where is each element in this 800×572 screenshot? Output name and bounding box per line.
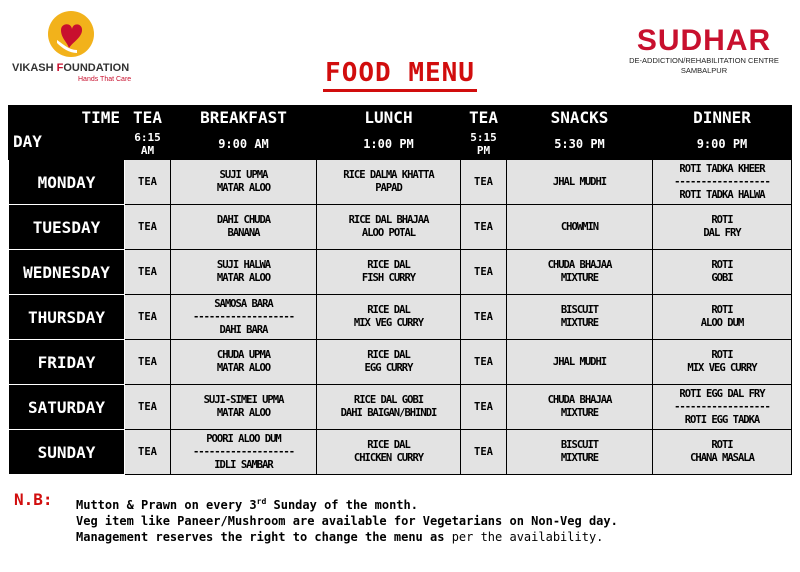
cell-tea-evening: TEA — [461, 205, 507, 250]
sudhar-name: SUDHAR — [636, 24, 772, 57]
cell-line: DAHI BAIGAN/BHINDI — [340, 407, 437, 419]
cell-line: ALOO DUM — [700, 317, 744, 329]
cell-line: ROTI TADKA KHEER — [679, 162, 765, 175]
cell-line: CHOWMIN — [560, 220, 599, 233]
cell-lunch — [317, 295, 461, 340]
col-time-breakfast: 9:00 AM — [171, 129, 317, 160]
cell-dinner — [653, 295, 792, 340]
cell-line: BISCUIT — [560, 439, 599, 451]
col-time-dinner: 9:00 PM — [653, 129, 792, 160]
day-label: SUNDAY — [9, 430, 125, 475]
cell-breakfast — [171, 160, 317, 205]
cell-tea-evening: TEA — [461, 385, 507, 430]
cell-line: ALOO POTAL — [361, 227, 416, 239]
page-title: FOOD MENU — [323, 58, 477, 92]
cell-tea-morning: TEA — [125, 295, 171, 340]
cell-line: MIXTURE — [560, 407, 599, 419]
cell-dinner — [653, 250, 792, 295]
cell-line: MIX VEG CURRY — [353, 317, 424, 329]
cell-line: ROTI EGG DAL FRY — [679, 387, 765, 400]
cell-line: BANANA — [227, 227, 260, 239]
cell-line: SUJI UPMA — [219, 169, 268, 181]
cell-line: ROTI — [711, 259, 733, 271]
page-title-wrap — [0, 58, 800, 88]
col-time-tea-morning: 6:15 AM — [125, 129, 171, 160]
cell-line: MIXTURE — [560, 272, 599, 284]
cell-line: JHAL MUDHI — [552, 175, 607, 188]
cell-line: IDLI SAMBAR — [214, 458, 273, 471]
col-time-snacks: 5:30 PM — [507, 129, 653, 160]
cell-lunch — [317, 205, 461, 250]
cell-line: RICE DALMA KHATTA — [343, 169, 434, 181]
col-header-tea-evening: TEA — [461, 106, 507, 129]
table-row — [9, 295, 792, 340]
vikash-foundation-name: VIKASH FOUNDATION — [12, 62, 130, 74]
cell-tea-morning: TEA — [125, 340, 171, 385]
cell-line: DAL FRY — [703, 227, 741, 239]
cell-line: EGG CURRY — [364, 362, 413, 374]
corner-time-label: TIME — [81, 108, 120, 127]
cell-line: MATAR ALOO — [216, 272, 271, 284]
table-row — [9, 205, 792, 250]
vikash-foundation-tagline: Hands That Care — [78, 76, 132, 83]
day-label: FRIDAY — [9, 340, 125, 385]
day-label: WEDNESDAY — [9, 250, 125, 295]
cell-snacks — [507, 160, 653, 205]
cell-tea-morning: TEA — [125, 205, 171, 250]
cell-tea-evening: TEA — [461, 340, 507, 385]
cell-line: MATAR ALOO — [216, 362, 271, 374]
cell-line: MATAR ALOO — [216, 182, 271, 194]
cell-line: RICE DAL — [367, 259, 410, 271]
cell-tea-morning: TEA — [125, 430, 171, 475]
cell-breakfast — [171, 340, 317, 385]
cell-breakfast — [171, 250, 317, 295]
cell-line: RICE DAL — [367, 349, 410, 361]
cell-line: RICE DAL BHAJAA — [348, 214, 429, 226]
table-row — [9, 250, 792, 295]
notes-label: N.B: — [14, 490, 53, 509]
cell-line: RICE DAL — [367, 304, 410, 316]
cell-lunch — [317, 385, 461, 430]
cell-line: MIX VEG CURRY — [687, 362, 757, 374]
day-label: SATURDAY — [9, 385, 125, 430]
cell-line: ROTI — [711, 439, 733, 451]
day-label: THURSDAY — [9, 295, 125, 340]
cell-tea-evening: TEA — [461, 160, 507, 205]
col-header-snacks: SNACKS — [507, 106, 653, 129]
cell-lunch — [317, 250, 461, 295]
cell-tea-morning: TEA — [125, 250, 171, 295]
table-row — [9, 340, 792, 385]
cell-tea-morning: TEA — [125, 385, 171, 430]
cell-line: CHUDA UPMA — [216, 349, 271, 361]
cell-line: ROTI — [711, 214, 733, 226]
header-row-labels — [9, 106, 792, 129]
cell-line: GOBI — [711, 272, 733, 284]
cell-breakfast — [171, 385, 317, 430]
day-label: MONDAY — [9, 160, 125, 205]
table-row — [9, 385, 792, 430]
cell-line: DAHI BARA — [219, 323, 268, 336]
cell-line: ------------------- — [192, 445, 295, 458]
col-header-lunch: LUNCH — [317, 106, 461, 129]
cell-line: DAHI CHUDA — [216, 214, 271, 226]
cell-lunch — [317, 160, 461, 205]
cell-snacks — [507, 250, 653, 295]
cell-line: PAPAD — [375, 182, 402, 194]
cell-snacks — [507, 385, 653, 430]
note-line-1: Mutton & Prawn on every 3rd Sunday of the month. — [76, 497, 418, 512]
cell-line: SAMOSA BARA — [214, 297, 273, 310]
cell-breakfast — [171, 205, 317, 250]
cell-line: CHANA MASALA — [690, 452, 754, 464]
cell-line: FISH CURRY — [361, 272, 416, 284]
col-header-dinner: DINNER — [653, 106, 792, 129]
menu-body — [9, 160, 792, 475]
cell-dinner — [653, 430, 792, 475]
note-line-2: Veg item like Paneer/Mushroom are available for Vegetarians on Non-Veg day. — [76, 514, 618, 528]
cell-snacks — [507, 430, 653, 475]
cell-breakfast — [171, 430, 317, 475]
cell-line: CHICKEN CURRY — [353, 452, 424, 464]
cell-line: SUJI HALWA — [216, 259, 271, 271]
cell-line: ------------------ — [674, 400, 770, 413]
cell-line: ROTI — [711, 349, 733, 361]
time-day-corner — [9, 106, 125, 160]
corner-day-label: DAY — [13, 132, 42, 151]
header-row-times — [9, 129, 792, 160]
table-row — [9, 430, 792, 475]
day-label: TUESDAY — [9, 205, 125, 250]
cell-lunch — [317, 340, 461, 385]
cell-line: ------------------ — [674, 175, 770, 188]
cell-dinner — [653, 160, 792, 205]
notes-lines — [76, 494, 796, 545]
sudhar-subtitle-1: DE-ADDICTION/REHABILITATION CENTRE — [629, 56, 779, 65]
col-time-lunch: 1:00 PM — [317, 129, 461, 160]
cell-line: JHAL MUDHI — [552, 355, 607, 368]
cell-snacks — [507, 295, 653, 340]
cell-tea-evening: TEA — [461, 430, 507, 475]
sudhar-subtitle-2: SAMBALPUR — [680, 66, 728, 75]
cell-line: ------------------- — [192, 310, 295, 323]
cell-line: MIXTURE — [560, 317, 599, 329]
cell-line: MIXTURE — [560, 452, 599, 464]
heart-hand-icon — [47, 10, 95, 58]
cell-line: MATAR ALOO — [216, 407, 271, 419]
cell-lunch — [317, 430, 461, 475]
col-header-tea-morning: TEA — [125, 106, 171, 129]
cell-line: RICE DAL — [367, 439, 410, 451]
cell-line: ROTI EGG TADKA — [684, 413, 760, 426]
cell-line: BISCUIT — [560, 304, 599, 316]
col-time-tea-evening: 5:15 PM — [461, 129, 507, 160]
cell-line: POORI ALOO DUM — [206, 432, 281, 445]
cell-line: CHUDA BHAJAA — [547, 259, 612, 271]
cell-tea-morning: TEA — [125, 160, 171, 205]
note-line-3: Management reserves the right to change the menu as per the availability. — [76, 530, 604, 544]
cell-tea-evening: TEA — [461, 295, 507, 340]
cell-dinner — [653, 340, 792, 385]
cell-snacks — [507, 340, 653, 385]
cell-line: ROTI TADKA HALWA — [679, 188, 765, 201]
cell-dinner — [653, 385, 792, 430]
cell-breakfast — [171, 295, 317, 340]
cell-tea-evening: TEA — [461, 250, 507, 295]
cell-line: ROTI — [711, 304, 733, 316]
cell-line: RICE DAL GOBI — [353, 394, 424, 406]
cell-dinner — [653, 205, 792, 250]
cell-snacks — [507, 205, 653, 250]
cell-line: SUJI-SIMEI UPMA — [203, 394, 284, 406]
col-header-breakfast: BREAKFAST — [171, 106, 317, 129]
table-row — [9, 160, 792, 205]
cell-line: CHUDA BHAJAA — [547, 394, 612, 406]
food-menu-table — [8, 105, 792, 475]
